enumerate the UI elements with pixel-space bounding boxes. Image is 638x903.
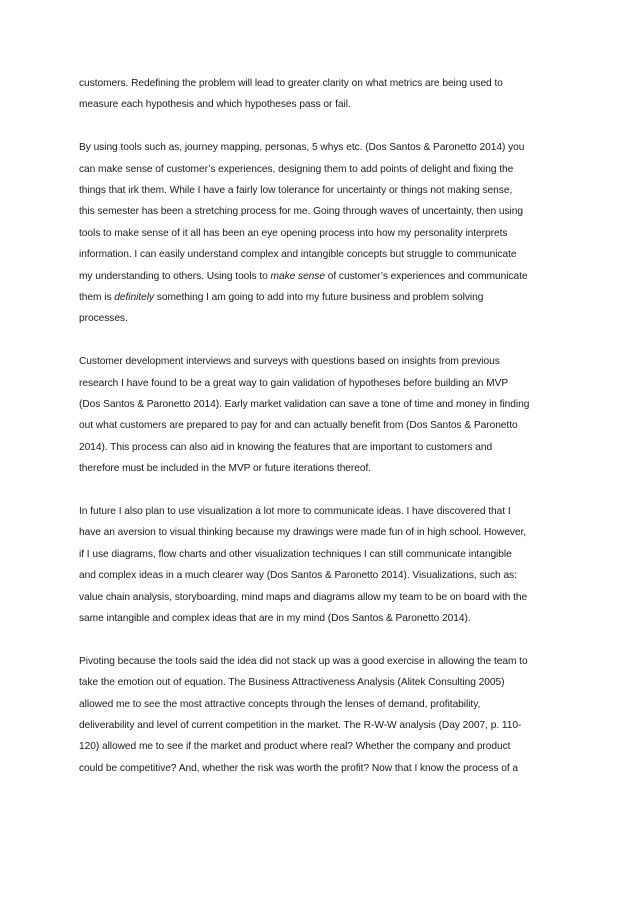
text-line: processes. bbox=[79, 313, 128, 325]
text-line: take the emotion out of equation. The Business Attractiveness Analysis (Alitek Consulting 2005) bbox=[79, 677, 505, 689]
text-line: allowed me to see the most attractive concepts through the lenses of demand, profitability, bbox=[79, 698, 481, 710]
text-line: could be competitive? And, whether the risk was worth the profit? Now that I know the process of a bbox=[79, 762, 519, 774]
emphasis-run: make sense bbox=[270, 270, 325, 282]
text-line: customers. Redefining the problem will lead to greater clarity on what metrics are being used to bbox=[79, 78, 503, 89]
text-line bbox=[79, 270, 527, 284]
text-run: them is bbox=[79, 292, 115, 303]
text-line: this semester has been a stretching process for me. Going through waves of uncertainty, then using bbox=[79, 206, 523, 218]
text-line: research I have found to be a great way to gain validation of hypotheses before building an MVP bbox=[79, 377, 509, 389]
text-line: same intangible and complex ideas that are in my mind (Dos Santos & Paronetto 2014). bbox=[79, 613, 471, 624]
text-line bbox=[79, 291, 483, 305]
text-line: deliverability and level of current competition in the market. The R-W-W analysis (Day 2007, p. 110- bbox=[79, 720, 522, 731]
text-line: if I use diagrams, flow charts and other visualization techniques I can still communicate intangible bbox=[79, 548, 512, 560]
text-line: information. I can easily understand complex and intangible concepts but struggle to communicate bbox=[79, 249, 517, 261]
text-line: measure each hypothesis and which hypotheses pass or fail. bbox=[79, 99, 351, 111]
text-line: 2014). This process can also aid in knowing the features that are important to customers and bbox=[79, 441, 493, 453]
text-run: my understanding to others. Using tools to bbox=[79, 270, 271, 282]
text-line: By using tools such as, journey mapping, personas, 5 whys etc. (Dos Santos & Paronetto 2014) you bbox=[79, 142, 525, 154]
text-line: out what customers are prepared to pay for and can actually benefit from (Dos Santos & Paronetto bbox=[79, 420, 518, 432]
text-line: can make sense of customer’s experiences, designing them to add points of delight and fixing the bbox=[79, 163, 514, 175]
text-line: Pivoting because the tools said the idea did not stack up was a good exercise in allowing the team to bbox=[79, 655, 528, 667]
text-line: In future I also plan to use visualization a lot more to communicate ideas. I have discovered that I bbox=[79, 506, 511, 517]
text-line: have an aversion to visual thinking because my drawings were made fun of in high school. However, bbox=[79, 527, 527, 539]
text-line: 120) allowed me to see if the market and product where real? Whether the company and product bbox=[79, 741, 511, 753]
text-line: therefore must be included in the MVP or future iterations thereof. bbox=[79, 463, 372, 475]
text-run: of customer’s experiences and communicate bbox=[324, 270, 528, 282]
text-line: Customer development interviews and surveys with questions based on insights from previous bbox=[79, 356, 500, 368]
emphasis-run: definitely bbox=[114, 292, 154, 303]
text-line: and complex ideas in a much clearer way (Dos Santos & Paronetto 2014). Visualizations, such as: bbox=[79, 570, 517, 582]
text-run: something I am going to add into my future business and problem solving bbox=[154, 292, 484, 303]
text-line: things that irk them. While I have a fairly low tolerance for uncertainty or things not making sense, bbox=[79, 185, 513, 196]
text-line: value chain analysis, storyboarding, mind maps and diagrams allow my team to be on board with the bbox=[79, 591, 528, 603]
text-line: (Dos Santos & Paronetto 2014). Early market validation can save a tone of time and money in finding bbox=[79, 399, 530, 410]
text-line: tools to make sense of it all has been an eye opening process into how my personality interprets bbox=[79, 227, 508, 239]
